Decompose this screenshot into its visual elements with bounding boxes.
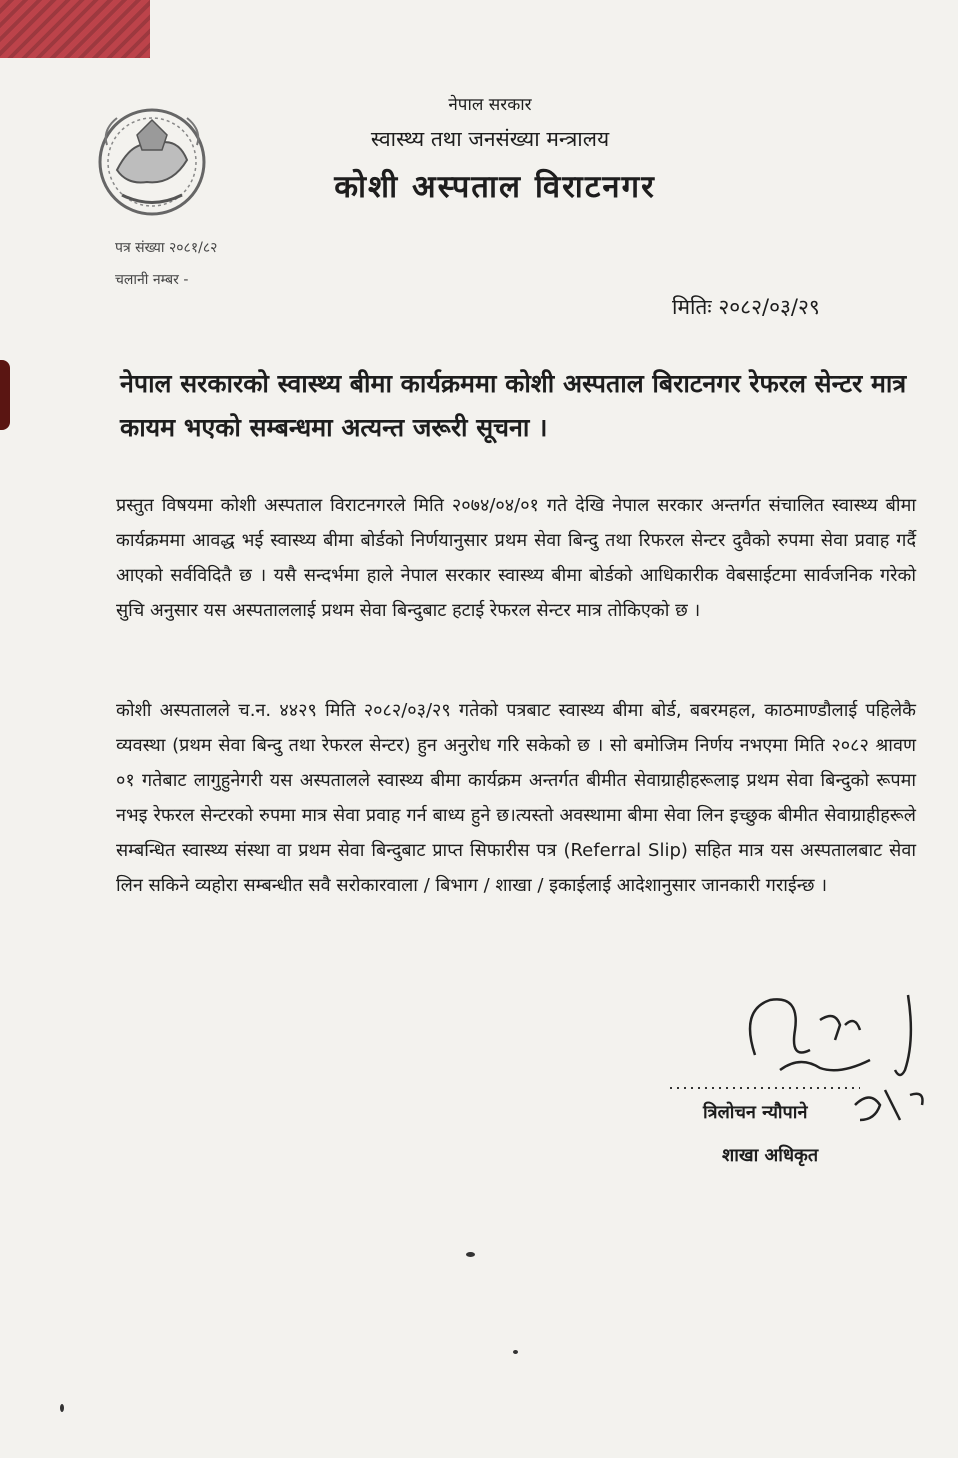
subject-heading: नेपाल सरकारको स्वास्थ्य बीमा कार्यक्रममा कोशी अस्पताल बिराटनगर रेफरल सेन्टर मात्र कायम भएको सम्बन्धमा अत्यन्त जरूरी सूचना । [120,369,907,442]
red-fabric-corner [0,0,150,58]
body-paragraph-2: कोशी अस्पतालले च.न. ४४२९ मिति २०८२/०३/२९ गतेको पत्रबाट स्वास्थ्य बीमा बोर्ड, बबरमहल, काठमाण्डौलाई पहिलेकै व्यवस्था (प्रथम सेवा बिन्दु तथा रेफरल सेन्टर) हुन अनुरोध गरि सकेको छ । सो बमोजिम निर्णय नभएमा मिति २०८२ श्रावण ०१ गतेबाट लागुहुनेगरी यस अस्पतालले स्वास्थ्य बीमा कार्यक्रम अन्तर्गत बीमीत सेवाग्राहीहरूलाइ प्रथम सेवा बिन्दुको रूपमा नभइ रेफरल सेन्टरको रुपमा मात्र सेवा प्रवाह गर्न बाध्य हुने छ।त्यस्तो अवस्थामा बीमा सेवा लिन इच्छुक बीमीत सेवाग्राहीहरूले सम्बन्धित स्वास्थ्य संस्था वा प्रथम सेवा बिन्दुबाट प्राप्त सिफारीस पत्र (Referral Slip) सहित मात्र यस अस्पतालबाट सेवा लिन सकिने व्यहोरा सम्बन्धीत सवै सरोकारवाला / बिभाग / शाखा / इकाईलाई आदेशानुसार जानकारी गराईन्छ । [116,700,916,896]
signatory-name: त्रिलोचन न्यौपाने [703,1102,808,1123]
letterhead [250,92,770,207]
letter-number: पत्र संख्या २०८१/८२ [115,240,218,256]
paper-speck [466,1252,475,1257]
nepal-government-emblem-icon [92,100,212,220]
paper-speck [513,1350,518,1354]
government-name: नेपाल सरकार [448,95,532,115]
edge-mark [0,360,10,430]
hospital-name: कोशी अस्पताल विराटनगर [334,169,656,205]
ministry-name: स्वास्थ्य तथा जनसंख्या मन्त्रालय [370,127,610,151]
letter-date: मितिः २०८२/०३/२९ [672,295,820,319]
signatory-title: शाखा अधिकृत [722,1145,819,1166]
body-paragraph-1: प्रस्तुत विषयमा कोशी अस्पताल विराटनगरले मिति २०७४/०४/०१ गते देखि नेपाल सरकार अन्तर्गत संचालित स्वास्थ्य बीमा कार्यक्रममा आवद्ध भई स्वास्थ्य बीमा बोर्डको निर्णयानुसार प्रथम सेवा बिन्दु तथा रिफरल सेन्टर दुवैको रुपमा सेवा प्रवाह गर्दै आएको सर्वविदितै छ । यसै सन्दर्भमा हाले नेपाल सरकार स्वास्थ्य बीमा बोर्डको आधिकारीक वेबसाईटमा सार्वजनिक गरेको सुचि अनुसार यस अस्पताललाई प्रथम सेवा बिन्दुबाट हटाई रेफरल सेन्टर मात्र तोकिएको छ । [116,495,916,621]
dispatch-number: चलानी नम्बर - [115,272,189,288]
paper-speck [60,1404,64,1412]
